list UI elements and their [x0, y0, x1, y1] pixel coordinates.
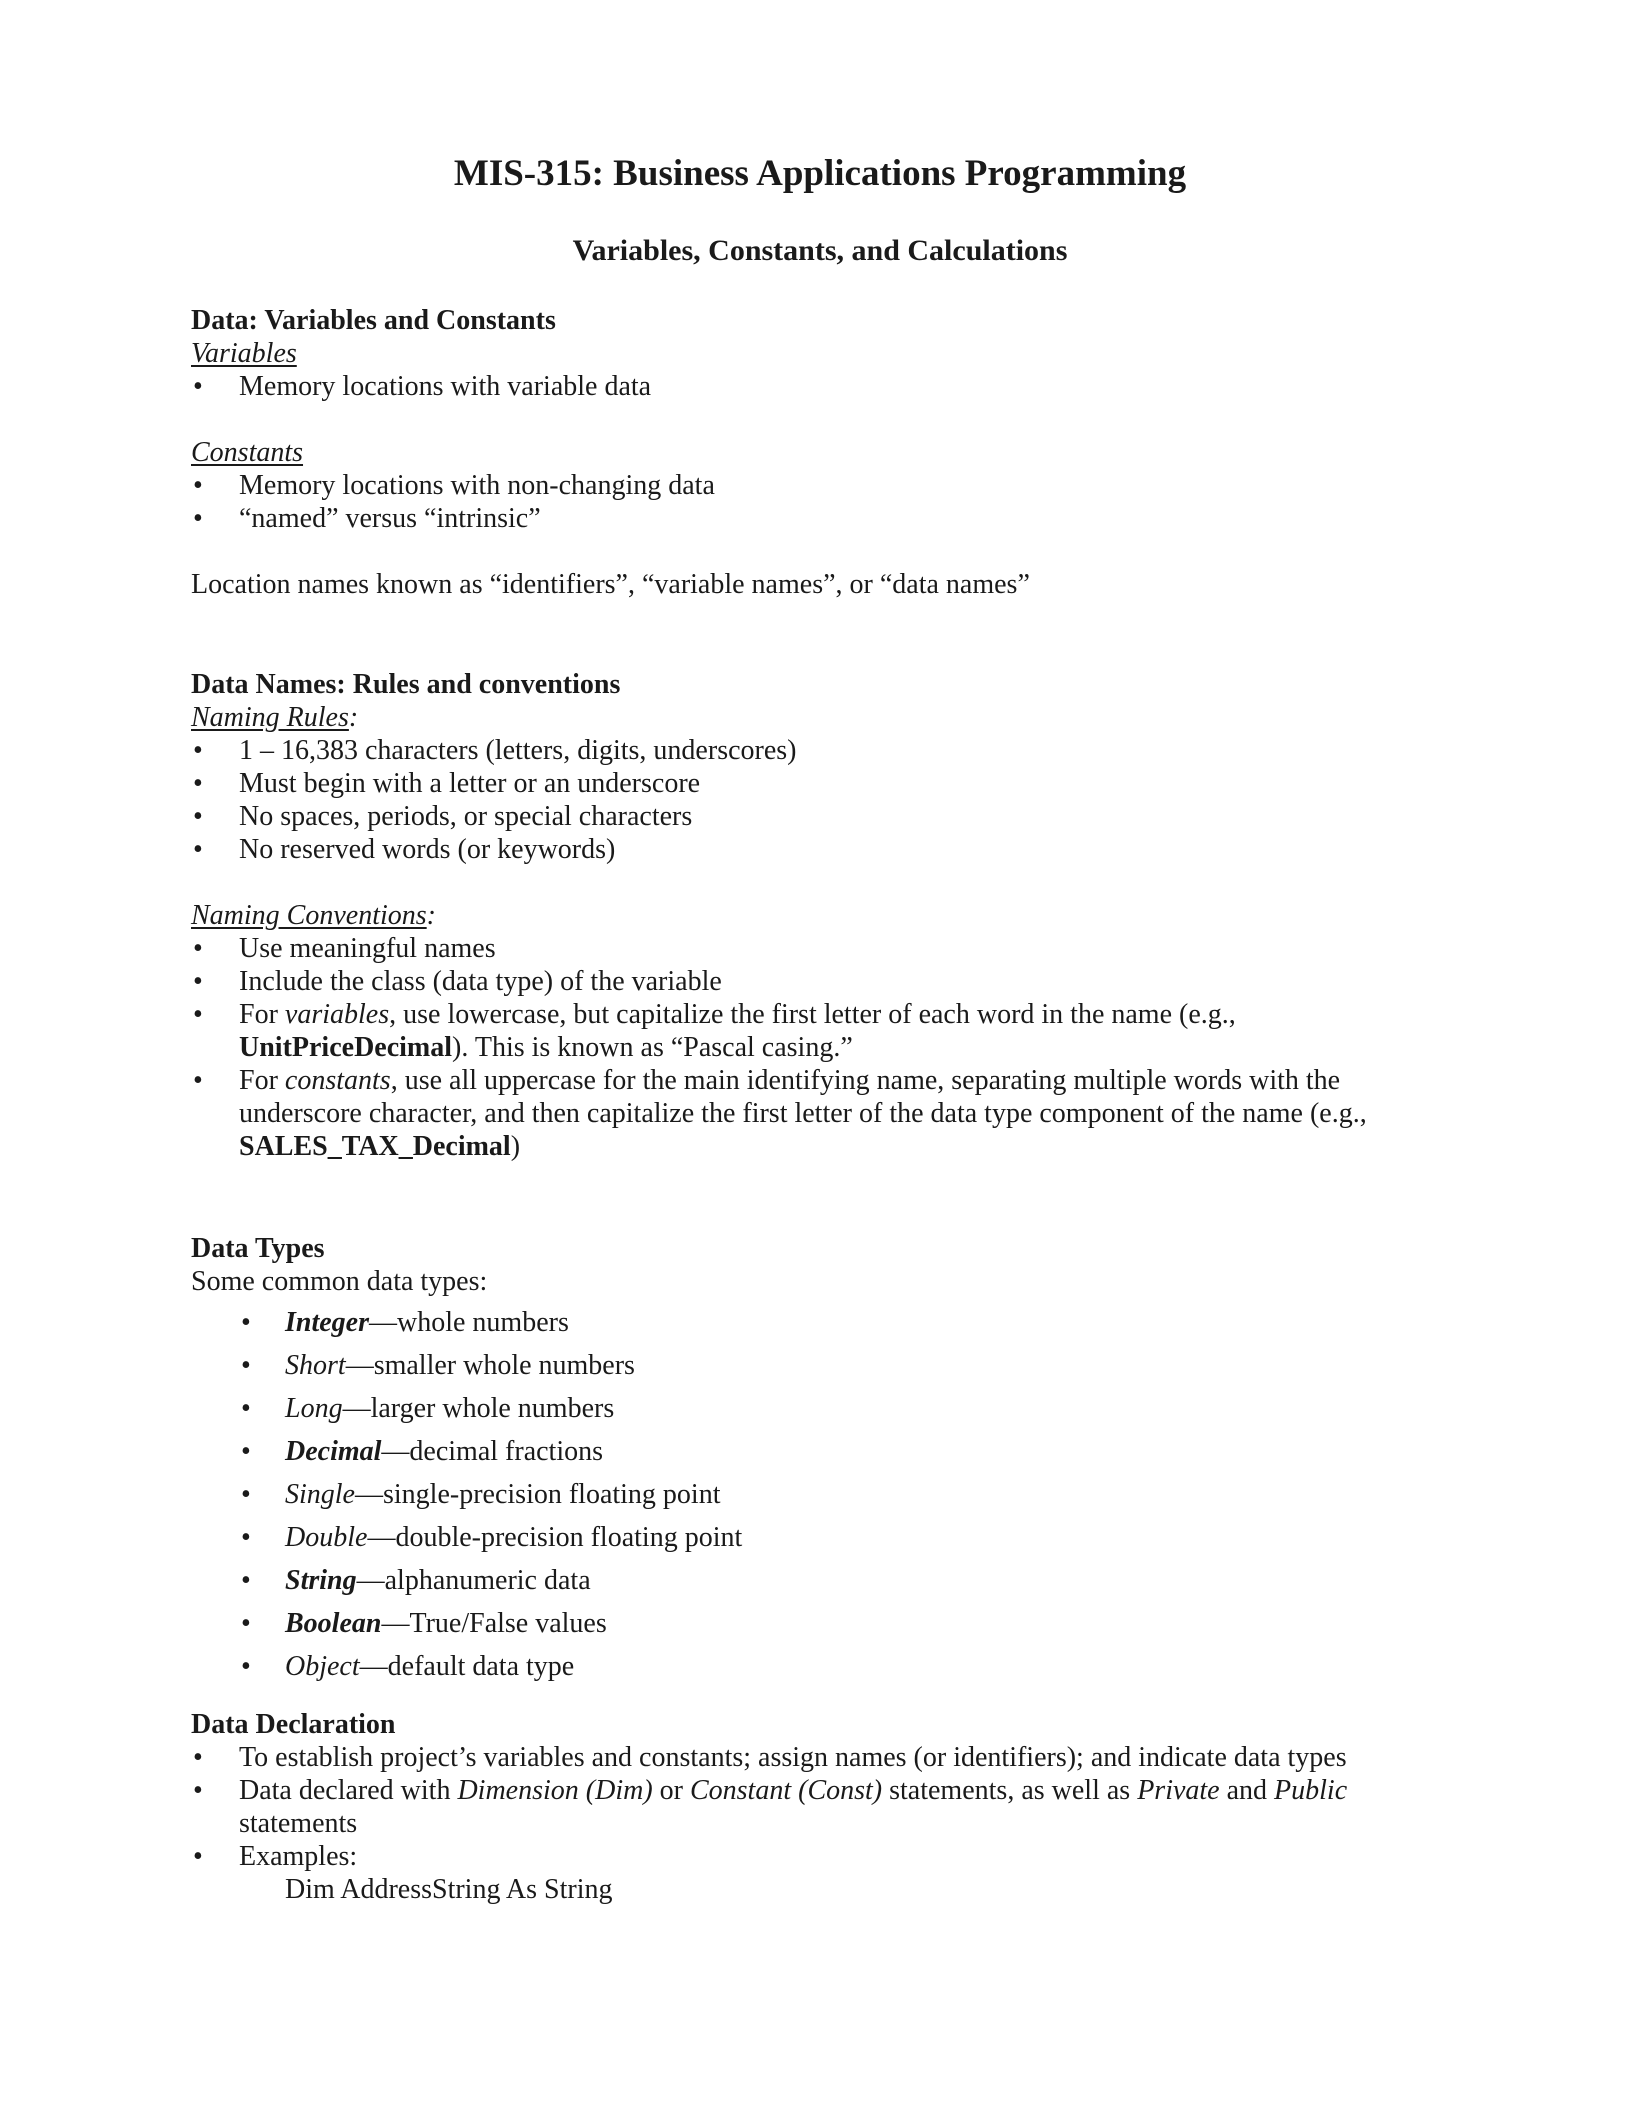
- data-type-description: —single-precision floating point: [355, 1479, 721, 1510]
- list-item: • Memory locations with non-changing data: [193, 470, 715, 501]
- section-heading: Data: Variables and Constants: [191, 305, 556, 336]
- list-item: • Include the class (data type) of the variable: [193, 966, 722, 997]
- data-type-name: Single: [285, 1479, 355, 1510]
- section-data-names: Data Names: Rules and conventions Naming Rules: • 1 – 16,383 characters (letters, digits, underscores) • Must begin with a letter or an underscore • No spaces, periods, or special characters • No reserved words (or keywords) Naming Conventions: • Use meaningful names • Include the class (data type) of the variable • For variables, use lowercase, but capitalize the first letter of each word in the name (e.g., UnitPriceDecimal). This is known as “Pascal casing.” • For constants, use all uppercase for the main identifying name, separating multiple words with the underscore character, and then capitalize the first letter of the data type component of the name (e.g., SALES_TAX_Decimal): [191, 668, 1451, 1163]
- data-type-item: [191, 1478, 1451, 1521]
- list-item: • “named” versus “intrinsic”: [193, 503, 541, 534]
- data-type-name: Double: [285, 1522, 368, 1553]
- bullet-icon: •: [193, 470, 203, 501]
- page-title: MIS-315: Business Applications Programming: [453, 153, 1187, 194]
- list-item: • To establish project’s variables and constants; assign names (or identifiers); and indicate data types: [193, 1742, 1347, 1773]
- paragraph: Location names known as “identifiers”, “variable names”, or “data names”: [191, 569, 1030, 600]
- bullet-icon: •: [241, 1479, 251, 1510]
- list-item: • For variables, use lowercase, but capitalize the first letter of each word in the name (e.g., UnitPriceDecimal). This is known as “Pascal casing.”: [193, 999, 1236, 1063]
- data-type-description: —default data type: [359, 1651, 575, 1682]
- bullet-icon: •: [193, 999, 203, 1030]
- data-type-name: Integer: [285, 1307, 369, 1338]
- subheading-naming-conventions: Naming Conventions: [191, 900, 427, 931]
- data-type-item: [191, 1521, 1451, 1564]
- data-type-description: —double-precision floating point: [367, 1522, 743, 1553]
- list-item: • No spaces, periods, or special characters: [193, 801, 693, 832]
- data-type-name: Short: [285, 1350, 346, 1381]
- bullet-icon: •: [241, 1436, 251, 1467]
- data-type-item: [191, 1306, 1451, 1349]
- section-variables-constants: [191, 304, 1451, 601]
- bullet-icon: •: [193, 1775, 203, 1806]
- list-item: • Must begin with a letter or an underscore: [193, 768, 701, 799]
- bullet-icon: •: [193, 735, 203, 766]
- bullet-icon: •: [241, 1307, 251, 1338]
- bullet-icon: •: [241, 1350, 251, 1381]
- list-item: • 1 – 16,383 characters (letters, digits, underscores): [193, 735, 797, 766]
- data-type-description: —whole numbers: [369, 1307, 569, 1338]
- section-heading: Data Names: Rules and conventions: [191, 669, 621, 700]
- section-data-types: [191, 1232, 1451, 1693]
- section-heading: Data Types: [191, 1233, 325, 1264]
- data-type-description: —alphanumeric data: [356, 1565, 591, 1596]
- code-example: Dim AddressString As String: [285, 1874, 613, 1905]
- subheading-variables: Variables: [191, 338, 297, 369]
- bullet-icon: •: [241, 1393, 251, 1424]
- bullet-icon: •: [193, 1065, 203, 1096]
- data-type-description: —True/False values: [381, 1608, 607, 1639]
- subheading-naming-rules: Naming Rules: [191, 702, 349, 733]
- subheading-constants: Constants: [191, 437, 304, 468]
- data-type-description: —larger whole numbers: [342, 1393, 615, 1424]
- data-type-description: —decimal fractions: [381, 1436, 604, 1467]
- data-type-name: Boolean: [285, 1608, 382, 1639]
- bullet-icon: •: [193, 801, 203, 832]
- bullet-icon: •: [193, 503, 203, 534]
- data-type-name: String: [285, 1565, 357, 1596]
- bullet-icon: •: [193, 1742, 203, 1773]
- bullet-icon: •: [241, 1565, 251, 1596]
- section-heading: Data Declaration: [191, 1709, 396, 1740]
- bullet-icon: •: [241, 1651, 251, 1682]
- data-type-item: [191, 1650, 1451, 1693]
- bullet-icon: •: [193, 966, 203, 997]
- data-type-item: [191, 1435, 1451, 1478]
- section-data-declaration: [191, 1708, 1451, 1906]
- list-item: • Data declared with Dimension (Dim) or Constant (Const) statements, as well as Private and Public statements: [193, 1775, 1348, 1839]
- data-type-description: —smaller whole numbers: [345, 1350, 635, 1381]
- bullet-icon: •: [241, 1608, 251, 1639]
- page-subtitle: Variables, Constants, and Calculations: [572, 234, 1068, 267]
- data-type-name: Object: [285, 1651, 360, 1682]
- data-type-name: Decimal: [285, 1436, 382, 1467]
- bullet-icon: •: [193, 371, 203, 402]
- list-item: • For constants, use all uppercase for the main identifying name, separating multiple words with the underscore character, and then capitalize the first letter of the data type component of the name (e.g., SALES_TAX_Decimal): [193, 1065, 1367, 1162]
- bullet-icon: •: [193, 933, 203, 964]
- data-type-item: [191, 1564, 1451, 1607]
- bullet-icon: •: [193, 768, 203, 799]
- data-type-name: Long: [285, 1393, 343, 1424]
- data-type-item: [191, 1607, 1451, 1650]
- bullet-icon: •: [193, 834, 203, 865]
- list-item: • Memory locations with variable data: [193, 371, 652, 402]
- paragraph: Some common data types:: [191, 1266, 488, 1297]
- list-item: • Examples:: [193, 1841, 358, 1872]
- list-item: • Use meaningful names: [193, 933, 496, 964]
- data-type-item: [191, 1349, 1451, 1392]
- list-item: • No reserved words (or keywords): [193, 834, 616, 865]
- data-type-item: [191, 1392, 1451, 1435]
- data-types-list: [191, 1306, 1451, 1693]
- bullet-icon: •: [241, 1522, 251, 1553]
- bullet-icon: •: [193, 1841, 203, 1872]
